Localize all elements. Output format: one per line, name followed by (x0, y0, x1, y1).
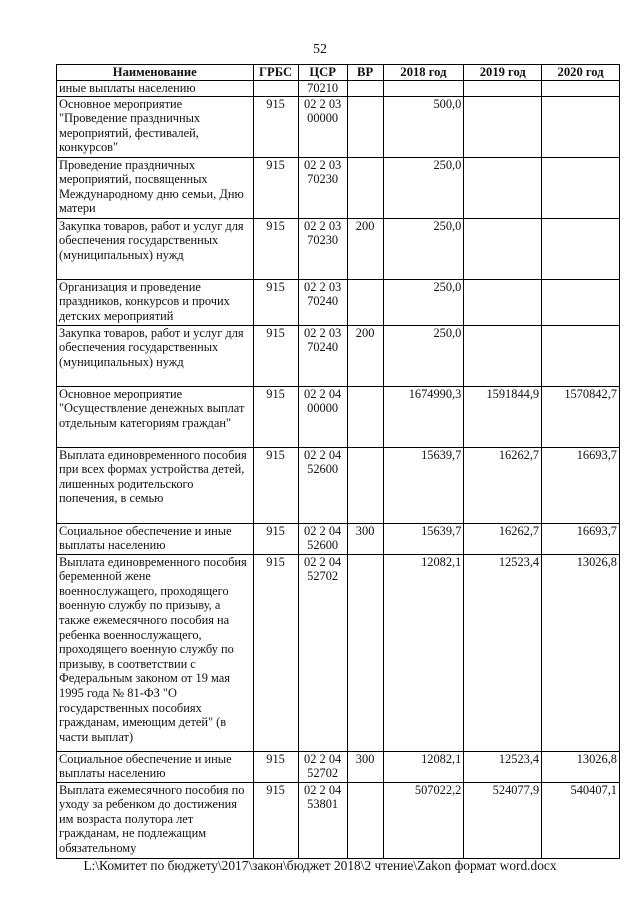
table-row (57, 279, 620, 325)
cell-2018: 12082,1 (383, 751, 464, 782)
cell-name: Выплата ежемесячного пособия по уходу за ребенком до достижения им возраста полутора лет гражданам, не подлежащим обязательному (57, 782, 254, 858)
cell-vr (347, 447, 383, 523)
cell-2019: 12523,4 (464, 554, 542, 751)
cell-2020 (542, 81, 620, 97)
cell-csr: 02 2 04 52702 (298, 554, 347, 751)
cell-vr: 300 (347, 523, 383, 554)
cell-name: Закупка товаров, работ и услуг для обеспечения государственных (муниципальных) нужд (57, 218, 254, 279)
cell-2019 (464, 96, 542, 157)
cell-name: Организация и проведение праздников, конкурсов и прочих детских мероприятий (57, 279, 254, 325)
table-row (57, 96, 620, 157)
cell-csr: 70210 (298, 81, 347, 97)
cell-2019: 16262,7 (464, 447, 542, 523)
cell-2020 (542, 279, 620, 325)
cell-csr: 02 2 03 70240 (298, 325, 347, 386)
header-csr: ЦСР (298, 65, 347, 81)
page-number: 52 (313, 42, 327, 57)
cell-2020 (542, 218, 620, 279)
cell-grbs: 915 (253, 157, 298, 218)
cell-2018: 250,0 (383, 218, 464, 279)
header-2020: 2020 год (542, 65, 620, 81)
cell-name: Проведение праздничных мероприятий, посвященных Международному дню семьи, Дню матери (57, 157, 254, 218)
cell-2019: 16262,7 (464, 523, 542, 554)
cell-2019: 12523,4 (464, 751, 542, 782)
cell-grbs (253, 81, 298, 97)
cell-2018: 250,0 (383, 279, 464, 325)
cell-2019 (464, 325, 542, 386)
cell-2019 (464, 279, 542, 325)
cell-name: Выплата единовременного пособия беременной жене военнослужащего, проходящего военную службу по призыву, а также ежемесячного пособия на ребенка военнослужащего, проходящего военную службу по призыву, в соответствии с Федеральным законом от 19 мая 1995 года № 81-ФЗ "О государственных пособиях гражданам, имеющим детей" (в части выплат) (57, 554, 254, 751)
cell-2019: 524077,9 (464, 782, 542, 858)
table-row (57, 386, 620, 447)
cell-grbs: 915 (253, 554, 298, 751)
cell-2018: 15639,7 (383, 523, 464, 554)
cell-2018: 500,0 (383, 96, 464, 157)
table-row (57, 782, 620, 858)
cell-2020: 16693,7 (542, 523, 620, 554)
cell-csr: 02 2 04 00000 (298, 386, 347, 447)
cell-csr: 02 2 03 70230 (298, 218, 347, 279)
cell-2019 (464, 81, 542, 97)
cell-2018: 12082,1 (383, 554, 464, 751)
cell-2018 (383, 81, 464, 97)
cell-name: Социальное обеспечение и иные выплаты населению (57, 523, 254, 554)
cell-2018: 250,0 (383, 325, 464, 386)
cell-2020 (542, 96, 620, 157)
cell-vr (347, 96, 383, 157)
cell-grbs: 915 (253, 325, 298, 386)
cell-name: иные выплаты населению (57, 81, 254, 97)
cell-grbs: 915 (253, 523, 298, 554)
table-row (57, 157, 620, 218)
cell-name: Основное мероприятие "Осуществление денежных выплат отдельным категориям граждан" (57, 386, 254, 447)
cell-grbs: 915 (253, 96, 298, 157)
cell-grbs: 915 (253, 447, 298, 523)
header-grbs: ГРБС (253, 65, 298, 81)
cell-vr (347, 554, 383, 751)
cell-2020: 13026,8 (542, 554, 620, 751)
cell-name: Выплата единовременного пособия при всех формах устройства детей, лишенных родительского попечения, в семью (57, 447, 254, 523)
cell-csr: 02 2 03 00000 (298, 96, 347, 157)
cell-name: Закупка товаров, работ и услуг для обеспечения государственных (муниципальных) нужд (57, 325, 254, 386)
cell-2018: 250,0 (383, 157, 464, 218)
table-row (57, 523, 620, 554)
cell-vr: 300 (347, 751, 383, 782)
cell-csr: 02 2 04 52702 (298, 751, 347, 782)
cell-2020: 540407,1 (542, 782, 620, 858)
cell-csr: 02 2 03 70230 (298, 157, 347, 218)
cell-grbs: 915 (253, 218, 298, 279)
cell-2020: 1570842,7 (542, 386, 620, 447)
cell-vr (347, 782, 383, 858)
cell-grbs: 915 (253, 279, 298, 325)
cell-csr: 02 2 04 52600 (298, 447, 347, 523)
cell-vr: 200 (347, 218, 383, 279)
cell-2020 (542, 157, 620, 218)
cell-grbs: 915 (253, 751, 298, 782)
cell-vr (347, 386, 383, 447)
cell-vr (347, 81, 383, 97)
cell-name: Основное мероприятие "Проведение праздничных мероприятий, фестивалей, конкурсов" (57, 96, 254, 157)
cell-2019: 1591844,9 (464, 386, 542, 447)
table-row (57, 325, 620, 386)
cell-2020: 13026,8 (542, 751, 620, 782)
cell-2018: 507022,2 (383, 782, 464, 858)
cell-vr (347, 157, 383, 218)
cell-2018: 15639,7 (383, 447, 464, 523)
header-name: Наименование (57, 65, 254, 81)
cell-csr: 02 2 04 52600 (298, 523, 347, 554)
table-row (57, 81, 620, 97)
cell-2019 (464, 157, 542, 218)
cell-grbs: 915 (253, 782, 298, 858)
header-vr: ВР (347, 65, 383, 81)
cell-grbs: 915 (253, 386, 298, 447)
table-row (57, 447, 620, 523)
footer-file-path: L:\Комитет по бюджету\2017\закон\бюджет 2018\2 чтение\Zakon формат word.docx (83, 858, 557, 873)
cell-2019 (464, 218, 542, 279)
budget-table (56, 64, 620, 859)
table-header-row (57, 65, 620, 81)
table-row (57, 554, 620, 751)
cell-name: Социальное обеспечение и иные выплаты населению (57, 751, 254, 782)
table-row (57, 218, 620, 279)
cell-vr (347, 279, 383, 325)
cell-2018: 1674990,3 (383, 386, 464, 447)
cell-csr: 02 2 04 53801 (298, 782, 347, 858)
header-2018: 2018 год (383, 65, 464, 81)
header-2019: 2019 год (464, 65, 542, 81)
cell-2020: 16693,7 (542, 447, 620, 523)
table-row (57, 751, 620, 782)
cell-vr: 200 (347, 325, 383, 386)
cell-2020 (542, 325, 620, 386)
cell-csr: 02 2 03 70240 (298, 279, 347, 325)
